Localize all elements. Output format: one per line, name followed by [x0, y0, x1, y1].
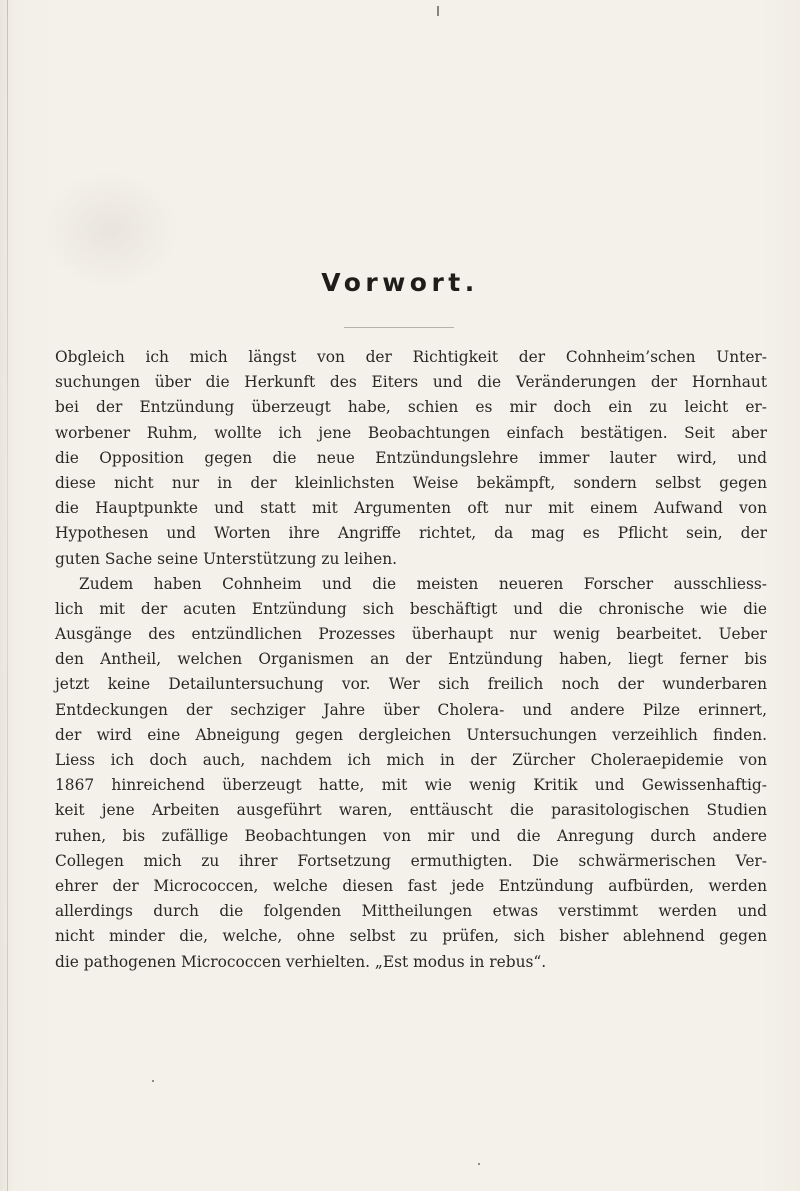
preface-text [55, 345, 767, 975]
text-line: Ausgänge des entzündlichen Prozesses überhaupt nur wenig bearbeitet. Ueber [55, 625, 767, 644]
text-line: guten Sache seine Unterstützung zu leihen. [55, 549, 398, 568]
text-line: 1867 hinreichend überzeugt hatte, mit wie wenig Kritik und Gewissenhaftig- [55, 776, 767, 795]
text-line: Zudem haben Cohnheim und die meisten neueren Forscher ausschliess- [79, 574, 767, 593]
page-title: Vorwort. [321, 268, 479, 297]
paragraph-1 [55, 345, 767, 572]
text-line: die Opposition gegen die neue Entzündungslehre immer lauter wird, und [55, 448, 767, 467]
text-line: Entdeckungen der sechziger Jahre über Cholera- und andere Pilze erinnert, [55, 700, 767, 719]
text-line: der wird eine Abneigung gegen dergleichen Untersuchungen verzeihlich finden. [55, 725, 767, 744]
text-line: ehrer der Micrococcen, welche diesen fast jede Entzündung aufbürden, werden [55, 876, 767, 895]
text-line: Collegen mich zu ihrer Fortsetzung ermuthigten. Die schwärmerischen Ver- [55, 851, 767, 870]
text-line: die pathogenen Micrococcen verhielten. „Est modus in rebus“. [55, 952, 547, 971]
title-rule [344, 327, 454, 328]
page-gutter-edge [7, 0, 8, 1191]
text-line: bei der Entzündung überzeugt habe, schien es mir doch ein zu leicht er- [55, 398, 767, 417]
paper-speck [152, 1080, 154, 1082]
text-line: diese nicht nur in der kleinlichsten Weise bekämpft, sondern selbst gegen [55, 473, 767, 492]
text-line: ruhen, bis zufällige Beobachtungen von mir und die Anregung durch andere [55, 826, 767, 845]
text-line: die Hauptpunkte und statt mit Argumenten oft nur mit einem Aufwand von [55, 499, 767, 518]
print-mark [437, 6, 439, 16]
paragraph-2 [55, 572, 767, 975]
text-line: nicht minder die, welche, ohne selbst zu prüfen, sich bisher ablehnend gegen [55, 927, 767, 946]
text-line: suchungen über die Herkunft des Eiters und die Veränderungen der Hornhaut [55, 373, 767, 392]
text-line: Obgleich ich mich längst von der Richtigkeit der Cohnheim’schen Unter- [55, 348, 767, 366]
text-line: jetzt keine Detailuntersuchung vor. Wer sich freilich noch der wunderbaren [55, 675, 767, 694]
text-line: keit jene Arbeiten ausgeführt waren, enttäuscht die parasitologischen Studien [55, 801, 767, 820]
text-line: Hypothesen und Worten ihre Angriffe richtet, da mag es Pflicht sein, der [55, 524, 767, 543]
text-line: lich mit der acuten Entzündung sich beschäftigt und die chronische wie die [55, 599, 767, 618]
paper-speck [478, 1163, 480, 1165]
text-line: worbener Ruhm, wollte ich jene Beobachtungen einfach bestätigen. Seit aber [55, 423, 767, 442]
text-line: allerdings durch die folgenden Mittheilungen etwas verstimmt werden und [55, 902, 767, 921]
text-line: Liess ich doch auch, nachdem ich mich in der Zürcher Choleraepidemie von [55, 751, 767, 769]
text-line: den Antheil, welchen Organismen an der Entzündung haben, liegt ferner bis [55, 650, 767, 669]
